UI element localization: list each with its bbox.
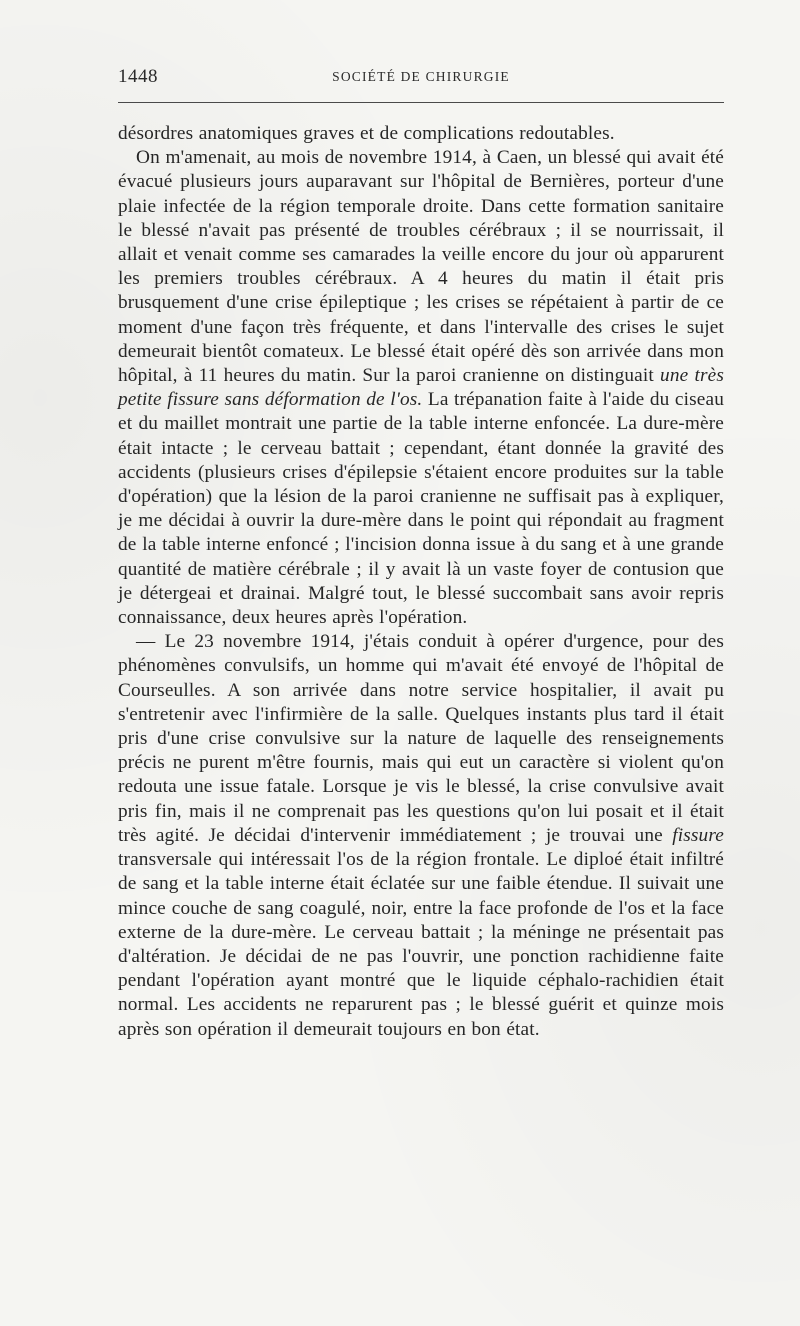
running-title: SOCIÉTÉ DE CHIRURGIE xyxy=(332,69,510,84)
paragraph-text: — Le 23 novembre 1914, j'étais conduit à opérer d'urgence, pour des phénomènes convulsifs, un homme qui m'avait été envoyé de l'hôpital de Courseulles. A son arrivée dans notre service hospitalier, il avait pu s'entretenir avec l'infirmière de la salle. Quelques instants plus tard il était pris d'une crise convulsive sur la nature de laquelle des renseignements précis ne purent m'être fournis, mais qui eut un caractère si violent qu'on redouta une issue fatale. Lorsque je vis le blessé, la crise convulsive avait pris fin, mais il ne comprenait pas les questions qu'on lui posait et il était très agité. Je décidai d'intervenir immédiatement ; je trouvai une xyxy=(118,631,724,846)
paragraph-1 xyxy=(118,122,724,146)
paragraph-text: On m'amenait, au mois de novembre 1914, à Caen, un blessé qui avait été évacué plusieurs jours auparavant sur l'hôpital de Bernières, porteur d'une plaie infectée de la région temporale droite. Dans cette formation sanitaire le blessé n'avait pas présenté de troubles cérébraux ; il se nourrissait, il allait et venait comme ses camarades la veille encore du jour où apparurent les premiers troubles cérébraux. A 4 heures du matin il était pris brusquement d'une crise épileptique ; les crises se répétaient à partir de ce moment d'une façon très fréquente, et dans l'intervalle des crises le sujet demeurait bientôt comateux. Le blessé était opéré dès son arrivée dans mon hôpital, à 11 heures du matin. Sur la paroi cranienne on distinguait xyxy=(118,147,724,387)
paragraph-text: La trépanation faite à l'aide du ciseau et du maillet montrait une partie de la table interne enfoncée. La dure-mère était intacte ; le cerveau battait ; cependant, étant donnée la gravité des accidents (plusieurs crises d'épilepsie s'étaient encore produites sur la table d'opération) que la lésion de la paroi cranienne ne suffisait pas à expliquer, je me décidai à ouvrir la dure-mère dans le point qui répondait au fragment de la table interne enfoncé ; l'incision donna issue à du sang et à une grande quantité de matière cérébrale ; il y avait là un vaste foyer de contusion que je détergeai et drainai. Malgré tout, le blessé succombait sans avoir repris connaissance, deux heures après l'opération. xyxy=(118,389,725,629)
paragraph-3 xyxy=(118,630,724,1041)
paragraph-text: désordres anatomiques graves et de complications redoutables. xyxy=(118,123,615,144)
paragraph-text: transversale qui intéressait l'os de la région frontale. Le diploé était infiltré de sang et la table interne était éclatée sur une faible étendue. Il suivait une mince couche de sang coagulé, noir, entre la face profonde de l'os et la face externe de la dure-mère. Le cerveau battait ; la méninge ne présentait pas d'altération. Je décidai de ne pas l'ouvrir, une ponction rachidienne faite pendant l'opération ayant montré que le liquide céphalo-rachidien était normal. Les accidents ne reparurent pas ; le blessé guérit et quinze mois après son opération il demeurait toujours en bon état. xyxy=(118,849,724,1040)
body-text xyxy=(118,122,724,1042)
paragraph-2 xyxy=(118,146,724,630)
italic-emphasis: une très petite fissure sans déformation de l'os. xyxy=(118,365,724,411)
running-head xyxy=(118,66,724,90)
italic-emphasis: fissure xyxy=(672,824,724,846)
page-number: 1448 xyxy=(118,66,158,87)
header-rule xyxy=(118,102,724,103)
